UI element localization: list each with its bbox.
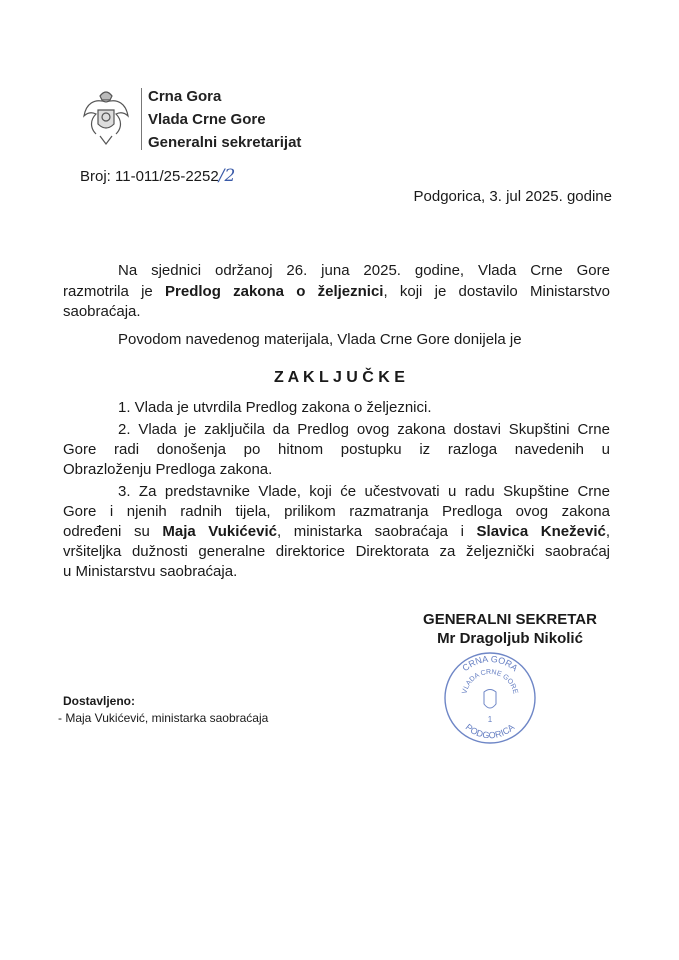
distribution-label: Dostavljeno:	[63, 694, 136, 708]
text-segment: razmotrila je	[63, 283, 166, 300]
document-date: Podgorica, 3. jul 2025. godine	[413, 188, 612, 205]
text-segment: Povodom navedenog materijala, Vlada Crne Gore donijela je	[118, 331, 522, 348]
coat-of-arms-emblem	[80, 86, 132, 148]
bold-text: Predlog zakona o željeznici	[165, 283, 384, 300]
text-line	[63, 283, 610, 301]
distribution-item: - Maja Vukićević, ministarka saobraćaja	[58, 711, 269, 725]
header-government: Vlada Crne Gore	[148, 111, 266, 128]
reference-number	[80, 166, 235, 186]
text-segment: Obrazloženju Predloga zakona.	[63, 461, 273, 478]
text-line	[118, 262, 610, 280]
text-line	[118, 483, 610, 501]
signature-title: GENERALNI SEKRETAR	[423, 611, 597, 628]
stamp-top-text: CRNA GORA	[460, 653, 520, 674]
text-line	[63, 543, 610, 561]
header-divider	[141, 88, 142, 150]
text-line	[63, 523, 610, 541]
text-line	[118, 421, 610, 439]
handwritten-suffix: /2	[218, 166, 236, 186]
text-segment: , ministarka saobraćaja i	[276, 523, 477, 540]
stamp-bottom-text: PODGORICA	[463, 721, 517, 741]
text-segment: saobraćaja.	[63, 303, 141, 320]
text-line	[118, 331, 610, 349]
text-segment: Gore i njenih radnih tijela, prilikom razmatranja Predloga ovog zakona	[63, 503, 610, 520]
official-stamp	[440, 652, 540, 744]
text-line	[118, 399, 610, 417]
conclusions-heading: Z A K L J U Č K E	[274, 369, 405, 386]
text-segment: , koji je dostavilo Ministarstvo	[383, 283, 611, 300]
text-line	[63, 563, 610, 581]
stamp-inner-text: VLADA CRNE GORE	[461, 668, 519, 695]
reference-number-text: Broj: 11-011/25-2252	[80, 168, 219, 185]
text-segment: određeni su	[63, 523, 163, 540]
text-segment: 2. Vlada je zaključila da Predlog ovog zakona dostavi Skupštini Crne	[118, 421, 610, 438]
text-segment: Gore radi donošenja po hitnom postupku iz razloga navedenih u	[63, 441, 610, 458]
text-line	[63, 441, 610, 459]
text-line	[63, 303, 610, 321]
header-country: Crna Gora	[148, 88, 222, 105]
bold-text: Maja Vukićević	[162, 523, 277, 540]
text-segment: 3. Za predstavnike Vlade, koji će učestvovati u radu Skupštine Crne	[118, 483, 610, 500]
header-secretariat: Generalni sekretarijat	[148, 134, 302, 151]
text-segment: ,	[605, 523, 611, 540]
stamp-number: 1	[487, 715, 493, 724]
text-segment: 1. Vlada je utvrdila Predlog zakona o željeznici.	[118, 399, 432, 416]
text-segment: u Ministarstvu saobraćaja.	[63, 563, 238, 580]
signature-name: Mr Dragoljub Nikolić	[437, 630, 583, 647]
text-line	[63, 461, 610, 479]
bold-text: Slavica Knežević	[476, 523, 606, 540]
text-line	[63, 503, 610, 521]
text-segment: vršiteljka dužnosti generalne direktorice Direktorata za željeznički saobraćaj	[63, 543, 610, 560]
text-segment: Na sjednici održanoj 26. juna 2025. godine, Vlada Crne Gore	[118, 262, 610, 279]
